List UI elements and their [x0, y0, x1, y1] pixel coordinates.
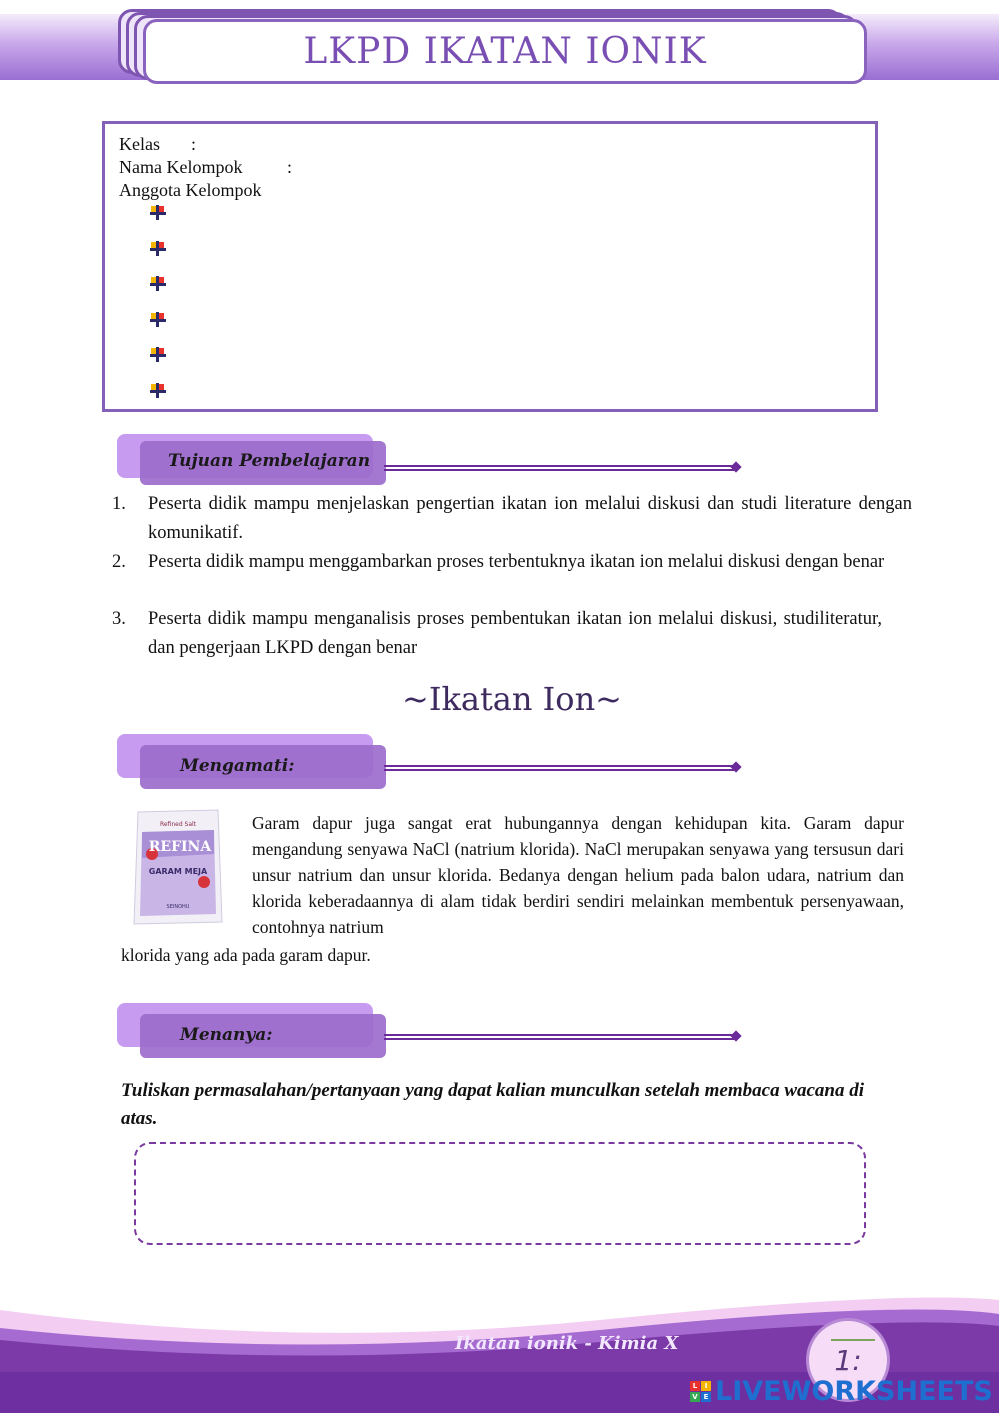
member-bullet-icon — [149, 311, 167, 329]
tujuan-tag-label: Tujuan Pembelajaran — [168, 451, 371, 471]
objective-item — [112, 548, 912, 577]
salt-brand: REFINA — [148, 839, 212, 855]
tujuan-tag-line — [384, 465, 734, 471]
menanya-instruction: Tuliskan permasalahan/pertanyaan yang dapat kalian munculkan setelah membaca wacana di atas. — [121, 1080, 865, 1129]
objective-text: Peserta didik mampu menggambarkan proses terbentuknya ikatan ion melalui diskusi dengan benar — [148, 552, 885, 572]
page-number-tick — [831, 1339, 875, 1341]
menanya-tag-label: Menanya: — [180, 1025, 273, 1045]
section-title: ~Ikatan Ion~ — [402, 680, 622, 718]
page-title: LKPD IKATAN IONIK — [303, 31, 707, 72]
kelas-colon: : — [191, 134, 197, 154]
nama-kelompok-label: Nama Kelompok — [119, 157, 243, 177]
salt-maker: SEINOHU — [166, 904, 190, 910]
page-number: 1: — [834, 1343, 862, 1377]
kelas-label: Kelas — [119, 134, 160, 154]
objective-text: Peserta didik mampu menjelaskan pengertian ikatan ion melalui diskusi dan studi literature dengan komunikatif. — [148, 494, 912, 543]
mengamati-tag-label: Mengamati: — [180, 756, 295, 776]
objective-text: Peserta didik mampu menganalisis proses pembentukan ikatan ion melalui diskusi, studiliteratur, dan pengerjaan LKPD dengan benar — [148, 609, 882, 658]
objective-number: 3. — [112, 609, 126, 629]
member-bullet-icon — [149, 240, 167, 258]
member-bullet-icon — [149, 275, 167, 293]
salt-label-top: Refined Salt — [159, 821, 197, 828]
objective-number: 2. — [112, 552, 126, 572]
member-bullet-icon — [149, 346, 167, 364]
mengamati-paragraph: Garam dapur juga sangat erat hubungannya dengan kehidupan kita. Garam dapur mengandung senyawa NaCl (natrium klorida). NaCl merupakan senyawa yang tersusun dari unsur natrium dan unsur klorida. Bedanya dengan helium pada balon udara, natrium dan klorida keberadaannya di alam tidak berdiri sendiri melainkan membentuk persenyawaan, contohnya natrium — [252, 813, 904, 937]
objective-number: 1. — [112, 494, 126, 514]
mengamati-paragraph-tail: klorida yang ada pada garam dapur. — [121, 945, 371, 965]
objective-item — [112, 605, 882, 663]
objective-item — [112, 490, 912, 548]
liveworksheets-tiles-icon: L I V E — [690, 1381, 711, 1402]
member-bullet-icon — [149, 382, 167, 400]
nama-kelompok-colon: : — [287, 157, 293, 177]
answer-input[interactable] — [134, 1142, 866, 1245]
title-card — [143, 19, 867, 84]
anggota-kelompok-label: Anggota Kelompok — [119, 180, 262, 200]
mengamati-tag-line — [384, 765, 734, 771]
menanya-tag-line — [384, 1034, 734, 1040]
member-bullet-icon — [149, 204, 167, 222]
salt-package-image — [126, 802, 230, 932]
identity-box — [102, 121, 878, 412]
salt-product-name: GARAM MEJA — [148, 867, 208, 876]
liveworksheets-logo[interactable] — [690, 1376, 993, 1407]
footer-title: Ikatan ionik - Kimia X — [455, 1333, 679, 1354]
liveworksheets-brand: LIVEWORKSHEETS — [715, 1376, 993, 1407]
